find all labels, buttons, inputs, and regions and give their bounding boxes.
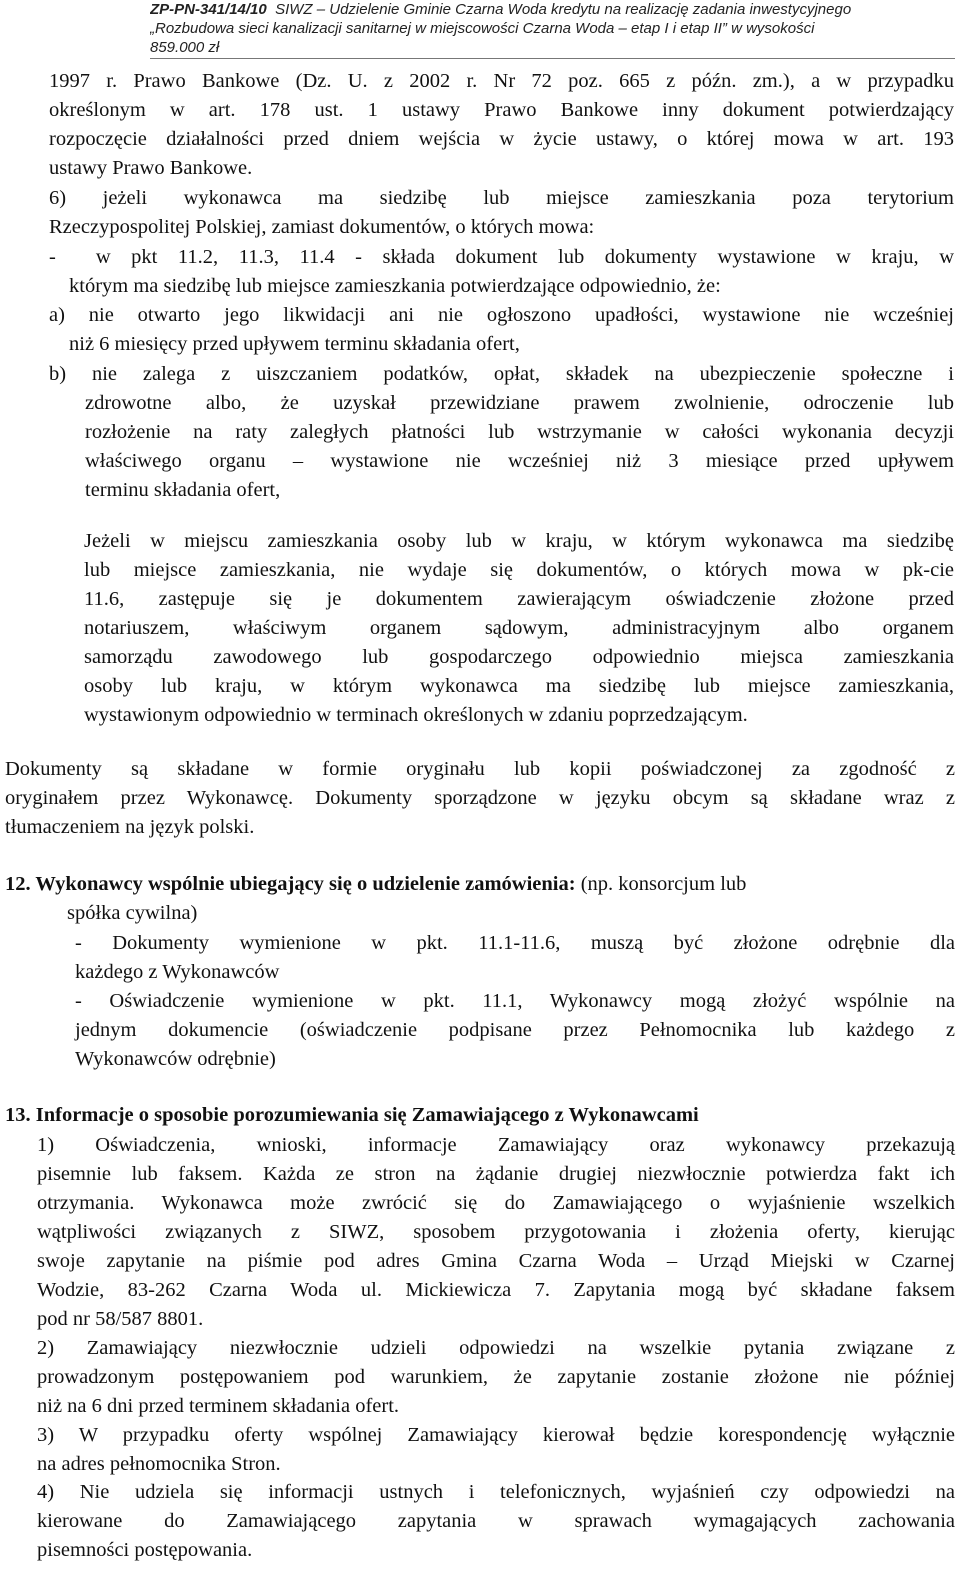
section-13-point-3 <box>37 1421 955 1479</box>
text-line: niż 6 miesięcy przed upływem terminu składania ofert, <box>69 333 520 355</box>
section-13-title: 13. Informacje o sposobie porozumiewania się Zamawiającego z Wykonawcami <box>5 1104 699 1126</box>
dash-item-text: w pkt 11.2, 11.3, 11.4 - składa dokument lub dokumenty wystawione w kraju, w <box>95 246 954 268</box>
section-13-point-1 <box>37 1131 955 1334</box>
text-line: oryginałem przez Wykonawcę. Dokumenty sporządzone w języku obcym są składane wraz z <box>5 787 955 809</box>
dash-item-line-1 <box>49 243 954 272</box>
text-line: rozłożenie na raty zaległych płatności lub wstrzymanie w całości wykonania decyzji <box>85 421 954 443</box>
section-12-heading-line <box>5 870 955 899</box>
text-line: którym ma siedzibę lub miejsce zamieszkania potwierdzające odpowiednio, że: <box>69 275 721 297</box>
document-header <box>150 0 955 57</box>
text-line: kierowane do Zamawiającego zapytania w sprawach wymagających zachowania <box>37 1510 955 1532</box>
text-line: właściwego organu – wystawione nie wcześniej niż 3 miesiące przed upływem <box>85 450 954 472</box>
section-13-heading <box>5 1101 955 1130</box>
header-divider <box>150 58 955 59</box>
text-line: prowadzonym postępowaniem pod warunkiem, że zapytanie zostanie złożone nie później <box>37 1366 955 1388</box>
section-13-point-4 <box>37 1478 955 1565</box>
text-line: wątpliwości związanych z SIWZ, sposobem przygotowania i złożenia oferty, kierując <box>37 1221 955 1243</box>
text-line: tłumaczeniem na język polski. <box>5 816 255 838</box>
header-line-3: 859.000 zł <box>150 39 220 56</box>
text-line: terminu składania ofert, <box>85 479 281 501</box>
header-line-1 <box>150 0 955 19</box>
text-line: lub miejsce zamieszkania, nie wydaje się dokumentów, o których mowa w pk-cie <box>84 559 954 581</box>
text-line: 1997 r. Prawo Bankowe (Dz. U. z 2002 r. Nr 72 poz. 665 z późn. zm.), a w przypadku <box>49 70 954 92</box>
continuation-paragraph <box>49 67 954 183</box>
text-line: Dokumenty są składane w formie oryginału lub kopii poświadczonej za zgodność z <box>5 758 955 780</box>
text-line: pod nr 58/587 8801. <box>37 1308 204 1330</box>
text-line: 3) W przypadku oferty wspólnej Zamawiający kierował będzie korespondencję wyłącznie <box>37 1424 955 1446</box>
text-line: Wykonawców odrębnie) <box>75 1048 276 1070</box>
section-12-title: 12. Wykonawcy wspólnie ubiegający się o udzielenie zamówienia: <box>5 873 576 895</box>
text-line: wystawionym odpowiednio w terminach określonych w zdaniu poprzedzającym. <box>84 704 748 726</box>
item-6-paragraph <box>49 184 954 242</box>
text-line: Rzeczypospolitej Polskiej, zamiast dokumentów, o których mowa: <box>49 216 595 238</box>
text-line: pisemności postępowania. <box>37 1539 253 1561</box>
section-12-heading <box>5 870 955 928</box>
text-line: osoby lub kraju, w którym wykonawca ma siedzibę lub miejsce zamieszkania, <box>84 675 954 697</box>
item-a-paragraph <box>49 301 954 359</box>
text-line: pisemnie lub faksem. Każda ze stron na żądanie drugiej niezwłocznie potwierdza fakt ich <box>37 1163 955 1185</box>
text-line: - Dokumenty wymienione w pkt. 11.1-11.6, muszą być złożone odrębnie dla <box>75 932 955 954</box>
documents-paragraph <box>5 755 955 842</box>
header-line-2: „Rozbudowa sieci kanalizacji sanitarnej w miejscowości Czarna Woda – etap I i etap II” w wysokości <box>150 20 815 37</box>
text-line: ustawy Prawo Bankowe. <box>49 157 253 179</box>
text-line: b) nie zalega z uiszczaniem podatków, opłat, składek na ubezpieczenie społeczne i <box>49 363 954 385</box>
abroad-paragraph <box>84 527 954 730</box>
text-line: niż na 6 dni przed terminem składania ofert. <box>37 1395 400 1417</box>
text-line: jednym dokumencie (oświadczenie podpisane przez Pełnomocnika lub każdego z <box>75 1019 955 1041</box>
text-line: na adres pełnomocnika Stron. <box>37 1453 281 1475</box>
item-b-paragraph <box>49 360 954 505</box>
text-line: Wodzie, 83-262 Czarna Woda ul. Mickiewicza 7. Zapytania mogą być składane faksem <box>37 1279 955 1301</box>
dash-bullet: - <box>49 246 56 268</box>
text-line: rozpoczęcie działalności przed dniem wejścia w życie ustawy, o której mowa w art. 193 <box>49 128 954 150</box>
text-line: 11.6, zastępuje się je dokumentem zawierającym oświadczenie złożone przed <box>84 588 954 610</box>
text-line: 4) Nie udziela się informacji ustnych i telefonicznych, wyjaśnień czy odpowiedzi na <box>37 1481 955 1503</box>
document-code: ZP-PN-341/14/10 <box>150 1 267 18</box>
text-line: otrzymania. Wykonawca może zwrócić się do Zamawiającego o wyjaśnienie wszelkich <box>37 1192 955 1214</box>
section-13-point-2 <box>37 1334 955 1421</box>
text-line: - Oświadczenie wymienione w pkt. 11.1, Wykonawcy mogą złożyć wspólnie na <box>75 990 955 1012</box>
text-line: notariuszem, właściwym organem sądowym, administracyjnym albo organem <box>84 617 954 639</box>
section-12-list <box>75 929 955 1074</box>
text-line: zdrowotne albo, że uzyskał przewidziane prawem zwolnienie, odroczenie lub <box>85 392 954 414</box>
text-line: każdego z Wykonawców <box>75 961 280 983</box>
section-12-note: (np. konsorcjum lub <box>575 873 747 895</box>
text-line: swoje zapytanie na piśmie pod adres Gmina Czarna Woda – Urząd Miejski w Czarnej <box>37 1250 955 1272</box>
text-line: 1) Oświadczenia, wnioski, informacje Zamawiający oraz wykonawcy przekazują <box>37 1134 955 1156</box>
text-line: określonym w art. 178 ust. 1 ustawy Prawo Bankowe inny dokument potwierdzający <box>49 99 954 121</box>
dash-item <box>49 243 954 301</box>
text-line: 2) Zamawiający niezwłocznie udzieli odpowiedzi na wszelkie pytania związane z <box>37 1337 955 1359</box>
text-line: 6) jeżeli wykonawca ma siedzibę lub miejsce zamieszkania poza terytorium <box>49 187 954 209</box>
text-line: a) nie otwarto jego likwidacji ani nie ogłoszono upadłości, wystawione nie wcześniej <box>49 304 954 326</box>
header-title: SIWZ – Udzielenie Gminie Czarna Woda kredytu na realizację zadania inwestycyjnego <box>275 1 852 18</box>
text-line: samorządu zawodowego lub gospodarczego odpowiednio miejsca zamieszkania <box>84 646 954 668</box>
text-line: spółka cywilna) <box>67 902 198 924</box>
text-line: Jeżeli w miejscu zamieszkania osoby lub w kraju, w którym wykonawca ma siedzibę <box>84 530 954 552</box>
